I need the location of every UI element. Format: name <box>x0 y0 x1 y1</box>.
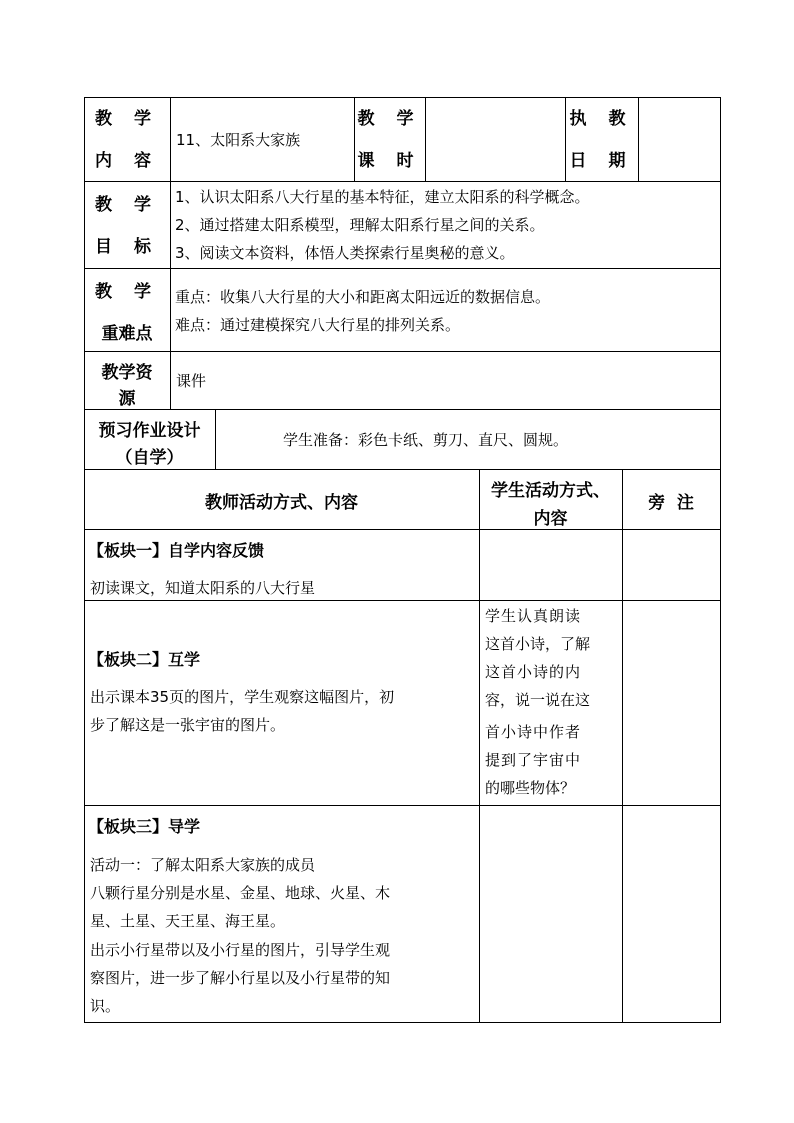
student-activity-line: 这首小诗的内 <box>485 663 582 681</box>
row-divider <box>84 268 721 269</box>
block-title: 【板块一】自学内容反馈 <box>88 541 265 560</box>
header-student-activity-line1: 学生活动方式、 <box>491 481 610 501</box>
col-divider <box>425 97 426 181</box>
label-preview-line2: （自学） <box>115 448 184 468</box>
row-divider <box>84 469 721 470</box>
block-line: 活动一：了解太阳系大家族的成员 <box>90 856 316 874</box>
objective-item: 2、通过搭建太阳系模型，理解太阳系行星之间的关系。 <box>175 216 545 234</box>
block-title: 【板块三】导学 <box>88 817 201 836</box>
label-objectives-line1: 教 学 <box>95 195 159 215</box>
block-line: 出示课本35页的图片，学生观察这幅图片，初 <box>90 688 395 706</box>
student-activity-line: 首小诗中作者 <box>485 723 582 741</box>
student-activity-line: 这首小诗，了解 <box>485 635 591 653</box>
label-preview-line1: 预习作业设计 <box>98 421 201 441</box>
row-divider <box>84 805 721 806</box>
student-activity-line: 提到了宇宙中 <box>485 751 582 769</box>
col-divider <box>215 409 216 469</box>
key-point-item: 难点：通过建模探究八大行星的排列关系。 <box>175 316 461 334</box>
row-divider <box>84 181 721 182</box>
table-border-top <box>84 97 721 98</box>
block-line: 星、土星、天王星、海王星。 <box>90 912 286 930</box>
block-line: 八颗行星分别是水星、金星、地球、火星、木 <box>90 884 391 902</box>
student-activity-line: 学生认真朗读 <box>485 607 582 625</box>
block-line: 察图片，进一步了解小行星以及小行星带的知 <box>90 969 391 987</box>
block-title: 【板块二】互学 <box>88 650 201 669</box>
label-resources-line1: 教学资 <box>101 363 153 383</box>
block-line: 出示小行星带以及小行星的图片，引导学生观 <box>90 941 391 959</box>
col-divider <box>638 97 639 181</box>
key-point-item: 重点：收集八大行星的大小和距离太阳远近的数据信息。 <box>175 288 551 306</box>
label-date-line2: 日 期 <box>569 151 634 171</box>
label-keypoints-line1: 教 学 <box>95 282 159 302</box>
lesson-title: 11、太阳系大家族 <box>176 131 301 149</box>
preview-value: 学生准备：彩色卡纸、剪刀、直尺、圆规。 <box>283 431 569 449</box>
row-divider <box>84 409 721 410</box>
objective-item: 1、认识太阳系八大行星的基本特征，建立太阳系的科学概念。 <box>175 188 590 206</box>
header-teacher-activity: 教师活动方式、内容 <box>205 493 358 513</box>
label-content-line1: 教 学 <box>95 109 159 129</box>
table-border-bottom <box>84 1022 721 1023</box>
label-date-line1: 执 教 <box>569 109 634 129</box>
label-resources-line2: 源 <box>118 389 136 409</box>
col-divider <box>622 469 623 1022</box>
block-line: 初读课文，知道太阳系的八大行星 <box>90 579 316 597</box>
col-divider <box>170 97 171 409</box>
student-activity-line: 容，说一说在这 <box>485 691 591 709</box>
label-period-line2: 课 时 <box>357 151 422 171</box>
label-keypoints-line2: 重难点 <box>101 324 153 344</box>
block-line: 步了解这是一张宇宙的图片。 <box>90 716 286 734</box>
objective-item: 3、阅读文本资料，体悟人类探索行星奥秘的意义。 <box>175 244 515 262</box>
label-period-line1: 教 学 <box>357 109 422 129</box>
row-divider <box>84 529 721 530</box>
table-border-right <box>720 97 721 1022</box>
resources-value: 课件 <box>176 372 207 390</box>
student-activity-line: 的哪些物体？ <box>485 779 576 797</box>
col-divider <box>479 469 480 1022</box>
header-student-activity-line2: 内容 <box>533 509 568 529</box>
block-line: 识。 <box>90 997 121 1015</box>
header-notes: 旁 注 <box>648 493 694 513</box>
row-divider <box>84 351 721 352</box>
label-content-line2: 内 容 <box>95 151 159 171</box>
label-objectives-line2: 目 标 <box>95 237 159 257</box>
